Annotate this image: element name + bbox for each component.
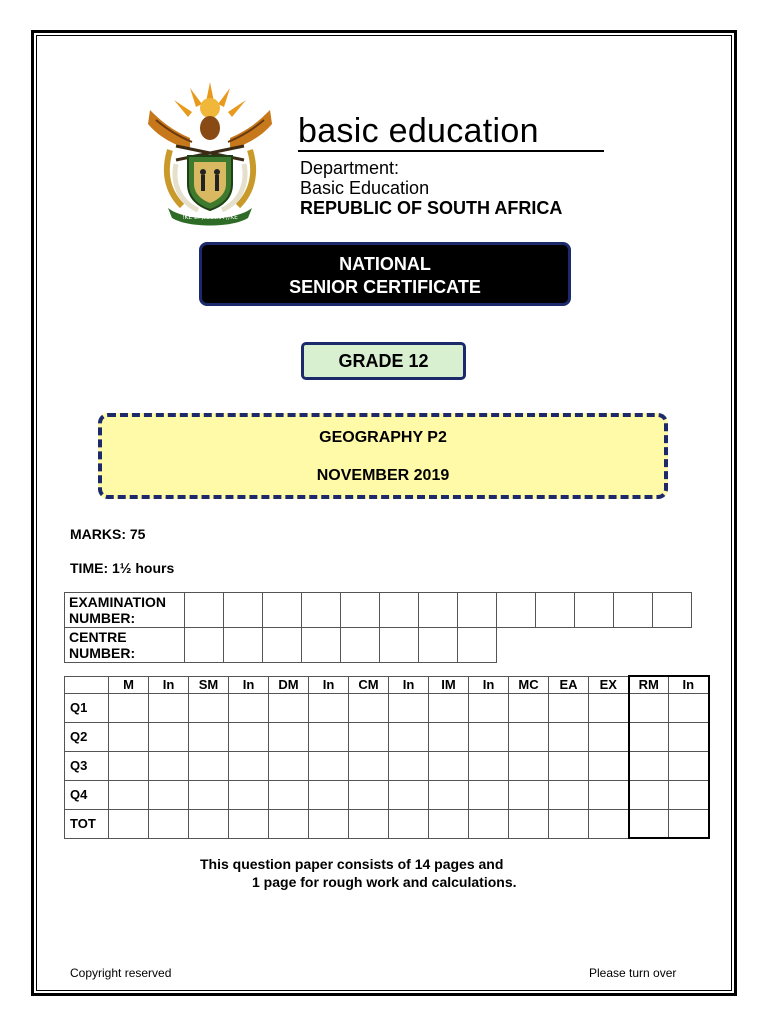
mark-cell[interactable] — [429, 780, 469, 809]
department-label: Department: — [300, 158, 400, 178]
mark-cell[interactable] — [189, 751, 229, 780]
mark-cell[interactable] — [109, 780, 149, 809]
mark-cell[interactable] — [109, 722, 149, 751]
mark-cell[interactable] — [429, 809, 469, 838]
exam-digit-cell[interactable] — [653, 593, 692, 628]
marks-total-row — [65, 809, 709, 838]
mark-cell[interactable] — [349, 693, 389, 722]
mark-cell[interactable] — [669, 751, 709, 780]
mark-cell[interactable] — [389, 809, 429, 838]
mark-cell[interactable] — [629, 780, 669, 809]
mark-cell[interactable] — [469, 751, 509, 780]
empty-cell — [614, 628, 653, 663]
mark-cell[interactable] — [429, 722, 469, 751]
column-header: RM — [629, 676, 669, 693]
svg-text:!KE E: /XARRA //KE: !KE E: /XARRA //KE — [182, 214, 238, 221]
marks-grid — [64, 675, 710, 839]
centre-number-label — [65, 628, 185, 663]
copyright-notice: Copyright reserved — [70, 966, 172, 980]
turn-over-notice: Please turn over — [589, 966, 677, 980]
mark-cell[interactable] — [309, 780, 349, 809]
centre-number-row — [65, 628, 692, 663]
mark-cell[interactable] — [669, 809, 709, 838]
exam-session: NOVEMBER 2019 — [316, 467, 450, 484]
mark-cell[interactable] — [429, 751, 469, 780]
column-header — [65, 676, 109, 693]
empty-cell — [653, 628, 692, 663]
centre-digit-cell[interactable] — [419, 628, 458, 663]
mark-cell[interactable] — [189, 809, 229, 838]
certificate-banner — [199, 242, 571, 306]
mark-cell[interactable] — [109, 809, 149, 838]
mark-cell[interactable] — [469, 722, 509, 751]
marks-row — [65, 722, 709, 751]
mark-cell[interactable] — [269, 693, 309, 722]
empty-cell — [536, 628, 575, 663]
row-label: Q4 — [65, 780, 109, 809]
mark-cell[interactable] — [389, 722, 429, 751]
centre-label-line-1: CENTRE — [69, 629, 127, 645]
department-brand: basic education — [298, 112, 539, 150]
mark-cell[interactable] — [629, 751, 669, 780]
mark-cell[interactable] — [109, 751, 149, 780]
exam-duration: TIME: 1½ hours — [70, 560, 175, 576]
examination-label-line-2: NUMBER: — [69, 610, 136, 626]
mark-cell[interactable] — [629, 722, 669, 751]
column-header: M — [109, 676, 149, 693]
mark-cell[interactable] — [149, 722, 189, 751]
centre-digit-cell[interactable] — [263, 628, 302, 663]
mark-cell[interactable] — [629, 693, 669, 722]
centre-digit-cell[interactable] — [185, 628, 224, 663]
column-header: DM — [269, 676, 309, 693]
subject-panel — [98, 413, 668, 499]
mark-cell[interactable] — [269, 809, 309, 838]
certificate-line-2: SENIOR CERTIFICATE — [289, 277, 481, 297]
exam-digit-cell[interactable] — [263, 593, 302, 628]
marks-row — [65, 780, 709, 809]
exam-digit-cell[interactable] — [614, 593, 653, 628]
mark-cell[interactable] — [269, 722, 309, 751]
column-header: In — [229, 676, 269, 693]
composition-line-1: This question paper consists of 14 pages and — [200, 856, 504, 872]
department-name: Basic Education — [300, 178, 430, 198]
mark-cell[interactable] — [589, 751, 629, 780]
mark-cell[interactable] — [349, 722, 389, 751]
mark-cell[interactable] — [309, 809, 349, 838]
centre-digit-cell[interactable] — [302, 628, 341, 663]
examination-number-row — [65, 593, 692, 628]
exam-digit-cell[interactable] — [536, 593, 575, 628]
row-label: TOT — [65, 809, 109, 838]
mark-cell[interactable] — [589, 722, 629, 751]
mark-cell[interactable] — [669, 780, 709, 809]
centre-digit-cell[interactable] — [224, 628, 263, 663]
centre-digit-cell[interactable] — [380, 628, 419, 663]
total-marks: MARKS: 75 — [70, 526, 146, 542]
column-header: CM — [349, 676, 389, 693]
marks-header-row — [65, 676, 709, 693]
column-header: EX — [589, 676, 629, 693]
exam-digit-cell[interactable] — [341, 593, 380, 628]
mark-cell[interactable] — [429, 693, 469, 722]
row-label: Q3 — [65, 751, 109, 780]
marks-row — [65, 751, 709, 780]
mark-cell[interactable] — [669, 693, 709, 722]
mark-cell[interactable] — [149, 693, 189, 722]
mark-cell[interactable] — [469, 693, 509, 722]
empty-cell — [575, 628, 614, 663]
mark-cell[interactable] — [229, 693, 269, 722]
mark-cell[interactable] — [469, 780, 509, 809]
column-header: MC — [509, 676, 549, 693]
mark-cell[interactable] — [469, 809, 509, 838]
examination-number-label — [65, 593, 185, 628]
column-header: In — [149, 676, 189, 693]
mark-cell[interactable] — [229, 751, 269, 780]
mark-cell[interactable] — [189, 722, 229, 751]
column-header: IM — [429, 676, 469, 693]
composition-line-2: 1 page for rough work and calculations. — [252, 874, 517, 890]
mark-cell[interactable] — [549, 809, 589, 838]
row-label: Q2 — [65, 722, 109, 751]
column-header: In — [469, 676, 509, 693]
column-header: In — [389, 676, 429, 693]
mark-cell[interactable] — [589, 780, 629, 809]
grade-badge: GRADE 12 — [301, 342, 466, 380]
marks-row — [65, 693, 709, 722]
mark-cell[interactable] — [309, 693, 349, 722]
mark-cell[interactable] — [189, 693, 229, 722]
mark-cell[interactable] — [349, 751, 389, 780]
mark-cell[interactable] — [269, 751, 309, 780]
mark-cell[interactable] — [389, 693, 429, 722]
mark-cell[interactable] — [349, 780, 389, 809]
mark-cell[interactable] — [629, 809, 669, 838]
mark-cell[interactable] — [509, 751, 549, 780]
mark-cell[interactable] — [189, 780, 229, 809]
mark-cell[interactable] — [149, 780, 189, 809]
mark-cell[interactable] — [149, 751, 189, 780]
column-header: SM — [189, 676, 229, 693]
exam-digit-cell[interactable] — [185, 593, 224, 628]
exam-digit-cell[interactable] — [380, 593, 419, 628]
mark-cell[interactable] — [309, 722, 349, 751]
coat-of-arms-emblem — [142, 80, 278, 226]
mark-cell[interactable] — [549, 693, 589, 722]
empty-cell — [497, 628, 536, 663]
mark-cell[interactable] — [229, 780, 269, 809]
mark-cell[interactable] — [149, 809, 189, 838]
column-header: In — [669, 676, 709, 693]
mark-cell[interactable] — [549, 751, 589, 780]
country-name: REPUBLIC OF SOUTH AFRICA — [300, 198, 563, 218]
examination-label-line-1: EXAMINATION — [69, 594, 166, 610]
centre-digit-cell[interactable] — [458, 628, 497, 663]
mark-cell[interactable] — [309, 751, 349, 780]
mark-cell[interactable] — [389, 751, 429, 780]
mark-cell[interactable] — [589, 693, 629, 722]
mark-cell[interactable] — [549, 780, 589, 809]
exam-digit-cell[interactable] — [224, 593, 263, 628]
mark-cell[interactable] — [349, 809, 389, 838]
subject-title: GEOGRAPHY P2 — [319, 429, 447, 446]
exam-digit-cell[interactable] — [302, 593, 341, 628]
certificate-line-1: NATIONAL — [339, 254, 431, 274]
mark-cell[interactable] — [389, 780, 429, 809]
centre-digit-cell[interactable] — [341, 628, 380, 663]
column-header: In — [309, 676, 349, 693]
candidate-id-table — [64, 592, 692, 663]
exam-digit-cell[interactable] — [458, 593, 497, 628]
mark-cell[interactable] — [669, 722, 709, 751]
mark-cell[interactable] — [229, 722, 269, 751]
mark-cell[interactable] — [509, 693, 549, 722]
centre-label-line-2: NUMBER: — [69, 645, 136, 661]
column-header: EA — [549, 676, 589, 693]
brand-divider — [298, 150, 604, 152]
exam-digit-cell[interactable] — [497, 593, 536, 628]
mark-cell[interactable] — [229, 809, 269, 838]
mark-cell[interactable] — [509, 780, 549, 809]
row-label: Q1 — [65, 693, 109, 722]
mark-cell[interactable] — [109, 693, 149, 722]
exam-digit-cell[interactable] — [419, 593, 458, 628]
exam-digit-cell[interactable] — [575, 593, 614, 628]
mark-cell[interactable] — [269, 780, 309, 809]
mark-cell[interactable] — [589, 809, 629, 838]
mark-cell[interactable] — [549, 722, 589, 751]
mark-cell[interactable] — [509, 722, 549, 751]
mark-cell[interactable] — [509, 809, 549, 838]
